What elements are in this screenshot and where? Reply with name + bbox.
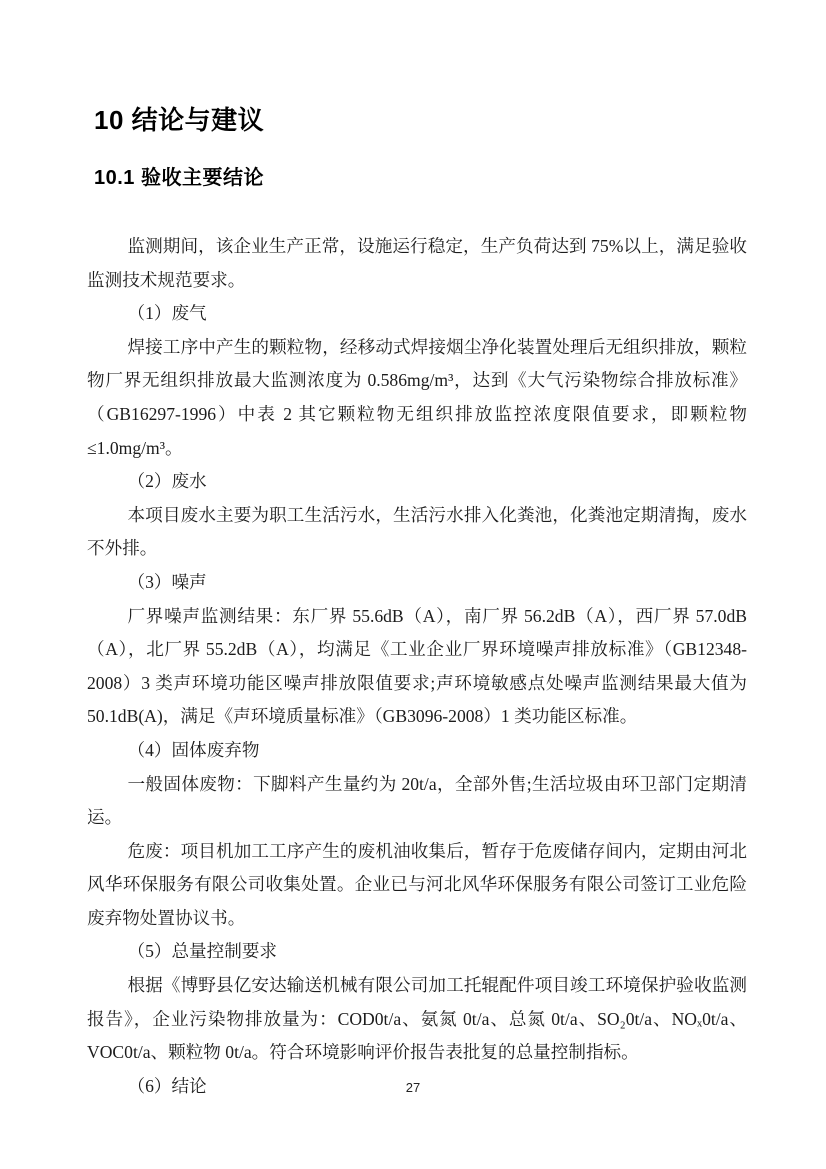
paragraph: （1）废气 [127,303,207,324]
paragraph: （3）噪声 [127,571,207,592]
paragraph: 根据《博野县亿安达输送机械有限公司加工托辊配件项目竣工环境保护验收监测报告》，企业污染物排放量为：COD0t/a、氨氮 0t/a、总氮 0t/a、SO₂0t/a、NOₓ0t/a、VOC0t/a、颗粒物 0t/a。符合环境影响评价报告表批复的总量控制指标。 [87,975,747,1063]
paragraph: 焊接工序中产生的颗粒物，经移动式焊接烟尘净化装置处理后无组织排放，颗粒物厂界无组织排放最大监测浓度为 0.586mg/m³，达到《大气污染物综合排放标准》（GB16297-1996）中表 2 其它颗粒物无组织排放监控浓度限值要求，即颗粒物≤1.0mg/m³。 [87,336,747,458]
paragraph: （5）总量控制要求 [127,941,278,962]
paragraph: 危废：项目机加工工序产生的废机油收集后，暂存于危废储存间内，定期由河北风华环保服务有限公司收集处置。企业已与河北风华环保服务有限公司签订工业危险废弃物处置协议书。 [87,840,747,928]
paragraph: 本项目废水主要为职工生活污水，生活污水排入化粪池，化粪池定期清掏，废水不外排。 [87,504,747,559]
document-body [87,230,747,1103]
page-number: 27 [405,1080,421,1095]
section-heading: 10 结论与建议 [94,105,265,135]
paragraph: （4）固体废弃物 [127,739,260,760]
paragraph: （6）结论 [127,1075,207,1096]
document-content [87,106,747,1103]
paragraph: （2）废水 [127,471,207,492]
subsection-heading: 10.1 验收主要结论 [94,167,264,189]
paragraph: 监测期间，该企业生产正常，设施运行稳定，生产负荷达到 75%以上，满足验收监测技术规范要求。 [87,236,747,290]
paragraph: 一般固体废物：下脚料产生量约为 20t/a，全部外售;生活垃圾由环卫部门定期清运。 [87,773,747,828]
paragraph: 厂界噪声监测结果：东厂界 55.6dB（A），南厂界 56.2dB（A），西厂界 57.0dB（A），北厂界 55.2dB（A），均满足《工业企业厂界环境噪声排放标准》（GB12348-2008）3 类声环境功能区噪声排放限值要求;声环境敏感点处噪声监测结果最大值为 50.1dB(A)，满足《声环境质量标准》（GB3096-2008）1 类功能区标准。 [87,605,747,727]
